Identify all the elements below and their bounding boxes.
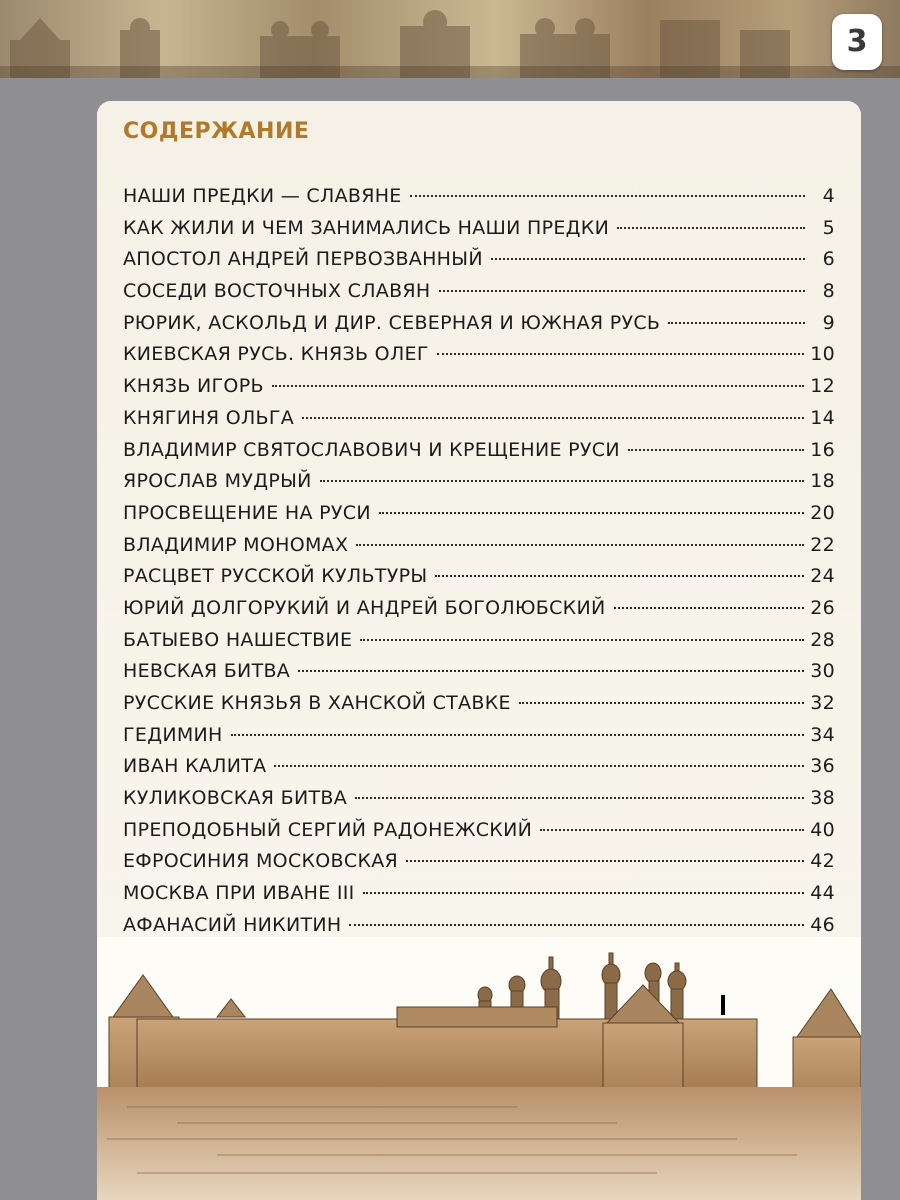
toc-entry-page: 18 xyxy=(810,470,835,493)
toc-entry-page: 12 xyxy=(810,375,835,398)
toc-entry-title: РАСЦВЕТ РУССКОЙ КУЛЬТУРЫ xyxy=(123,565,428,588)
toc-entry-page: 28 xyxy=(810,628,835,651)
toc-dot-leader xyxy=(435,575,804,577)
table-of-contents xyxy=(123,185,835,946)
page-number: 3 xyxy=(832,14,882,70)
toc-dot-leader xyxy=(363,892,805,894)
toc-entry-title: ПРЕПОДОБНЫЙ СЕРГИЙ РАДОНЕЖСКИЙ xyxy=(123,818,533,841)
toc-entry-title: КНЯЗЬ ИГОРЬ xyxy=(123,375,264,398)
toc-entry xyxy=(123,597,835,629)
toc-dot-leader xyxy=(320,480,805,482)
toc-dot-leader xyxy=(406,860,804,862)
toc-dot-leader xyxy=(540,829,804,831)
toc-dot-leader xyxy=(519,702,804,704)
toc-entry xyxy=(123,343,835,375)
toc-dot-leader xyxy=(410,195,805,197)
toc-entry-page: 4 xyxy=(822,185,835,207)
toc-entry xyxy=(123,248,835,280)
toc-entry-title: АФАНАСИЙ НИКИТИН xyxy=(123,913,342,936)
toc-entry-page: 14 xyxy=(810,406,835,429)
toc-entry-title: СОСЕДИ ВОСТОЧНЫХ СЛАВЯН xyxy=(123,280,431,303)
header-illustration xyxy=(0,0,900,78)
toc-entry-page: 46 xyxy=(810,913,835,936)
toc-entry-title: ВЛАДИМИР МОНОМАХ xyxy=(123,533,349,556)
toc-entry xyxy=(123,375,835,407)
toc-entry-page: 40 xyxy=(810,818,835,841)
toc-entry xyxy=(123,660,835,692)
toc-dot-leader xyxy=(491,258,805,260)
toc-entry-title: РУССКИЕ КНЯЗЬЯ В ХАНСКОЙ СТАВКЕ xyxy=(123,692,511,714)
toc-entry-page: 38 xyxy=(810,787,835,810)
toc-entry xyxy=(123,692,835,724)
toc-dot-leader xyxy=(360,639,804,641)
toc-entry-title: ГЕДИМИН xyxy=(123,723,223,746)
toc-entry xyxy=(123,850,835,882)
toc-entry-title: ВЛАДИМИР СВЯТОСЛАВОВИЧ И КРЕЩЕНИЕ РУСИ xyxy=(123,438,620,461)
toc-entry xyxy=(123,470,835,502)
toc-entry-title: ЯРОСЛАВ МУДРЫЙ xyxy=(123,470,312,493)
toc-entry xyxy=(123,819,835,851)
toc-dot-leader xyxy=(439,290,805,292)
toc-entry-title: ЕФРОСИНИЯ МОСКОВСКАЯ xyxy=(123,850,399,873)
toc-dot-leader xyxy=(614,607,805,609)
toc-dot-leader xyxy=(274,765,804,767)
toc-entry xyxy=(123,787,835,819)
toc-entry xyxy=(123,724,835,756)
toc-entry-title: НЕВСКАЯ БИТВА xyxy=(123,660,291,683)
toc-entry xyxy=(123,565,835,597)
monastery-illustration xyxy=(97,937,861,1200)
toc-entry-page: 10 xyxy=(810,343,835,366)
toc-entry-title: МОСКВА ПРИ ИВАНЕ III xyxy=(123,882,355,905)
toc-entry-page: 20 xyxy=(810,501,835,524)
toc-entry xyxy=(123,280,835,312)
toc-entry-title: АПОСТОЛ АНДРЕЙ ПЕРВОЗВАННЫЙ xyxy=(123,248,483,271)
toc-entry xyxy=(123,629,835,661)
toc-entry xyxy=(123,755,835,787)
toc-entry-title: КАК ЖИЛИ И ЧЕМ ЗАНИМАЛИСЬ НАШИ ПРЕДКИ xyxy=(123,216,610,239)
toc-entry xyxy=(123,185,835,217)
toc-dot-leader xyxy=(628,449,804,451)
toc-entry-title: ЮРИЙ ДОЛГОРУКИЙ И АНДРЕЙ БОГОЛЮБСКИЙ xyxy=(123,596,606,619)
toc-dot-leader xyxy=(349,924,804,926)
toc-dot-leader xyxy=(668,322,805,324)
toc-dot-leader xyxy=(355,797,804,799)
toc-dot-leader xyxy=(356,544,804,546)
toc-entry-page: 8 xyxy=(822,280,835,303)
toc-entry-title: КНЯГИНЯ ОЛЬГА xyxy=(123,406,295,429)
toc-entry-page: 9 xyxy=(822,311,835,334)
toc-entry-page: 36 xyxy=(810,755,835,778)
toc-entry-title: БАТЫЕВО НАШЕСТВИЕ xyxy=(123,628,353,651)
toc-entry-page: 22 xyxy=(810,533,835,556)
toc-entry xyxy=(123,439,835,471)
contents-panel xyxy=(97,101,861,1200)
toc-dot-leader xyxy=(298,670,804,672)
toc-dot-leader xyxy=(617,227,805,229)
toc-entry-title: ПРОСВЕЩЕНИЕ НА РУСИ xyxy=(123,501,371,524)
toc-dot-leader xyxy=(302,417,804,419)
toc-entry-page: 6 xyxy=(822,248,835,271)
toc-entry-page: 44 xyxy=(810,882,835,905)
toc-entry-title: НАШИ ПРЕДКИ — СЛАВЯНЕ xyxy=(123,185,402,207)
toc-entry xyxy=(123,502,835,534)
toc-entry-page: 34 xyxy=(810,723,835,746)
toc-entry-page: 32 xyxy=(810,692,835,714)
contents-heading: СОДЕРЖАНИЕ xyxy=(123,119,310,144)
toc-entry xyxy=(123,312,835,344)
toc-entry xyxy=(123,217,835,249)
toc-entry-page: 24 xyxy=(810,565,835,588)
toc-entry-title: ИВАН КАЛИТА xyxy=(123,755,267,778)
toc-entry-title: КИЕВСКАЯ РУСЬ. КНЯЗЬ ОЛЕГ xyxy=(123,343,429,366)
header-scenery-drawing xyxy=(0,0,900,78)
toc-entry xyxy=(123,534,835,566)
toc-dot-leader xyxy=(437,353,804,355)
toc-dot-leader xyxy=(272,385,804,387)
toc-entry-title: КУЛИКОВСКАЯ БИТВА xyxy=(123,787,348,810)
toc-dot-leader xyxy=(379,512,804,514)
toc-entry-page: 16 xyxy=(810,438,835,461)
toc-entry-page: 26 xyxy=(810,596,835,619)
toc-entry-page: 42 xyxy=(810,850,835,873)
toc-entry-title: РЮРИК, АСКОЛЬД И ДИР. СЕВЕРНАЯ И ЮЖНАЯ РУСЬ xyxy=(123,311,661,334)
toc-dot-leader xyxy=(231,734,805,736)
toc-entry-page: 30 xyxy=(810,660,835,683)
toc-entry-page: 5 xyxy=(822,216,835,239)
toc-entry xyxy=(123,407,835,439)
toc-entry xyxy=(123,882,835,914)
